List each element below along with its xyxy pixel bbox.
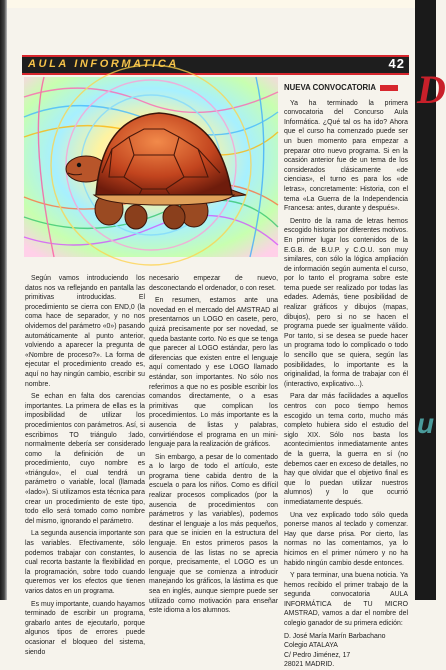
paragraph: Según vamos introduciendo los datos nos va reflejando en pantalla las primitivas introducidas. El procedimiento se cierra con END,0 (la coma hace de separador, y no nos olvidemos del parámetro «0») pasando automáticamente al punto anterior, volviendo a aparecer la pregunta de «Nombre de proceso?». La forma de ejecutar el procedimiento creado es, aquí no hay ningún cambio, escribir su nombre.	[25, 275, 145, 388]
top-margin	[0, 0, 436, 8]
paragraph: Se echan en falta dos carencias importantes. La primera de ellas es la imposibilidad de utilizar los procedimientos con parámetros. Así, si escribimos TO triángulo :lado, normalmente debería ser considerado como la definición de un procedimiento, cuyo nombre es «triángulo», el cual tendrá un parámetro o variable, local (llamada «lado»). Si utilizamos esta técnica para crear un procedimiento de este tipo, todo ello será tomado como nombre del mismo, ignorando el parámetro.	[25, 393, 145, 525]
page-number: 42	[388, 56, 405, 71]
heading-accent-bar	[380, 85, 398, 91]
tortoise-illustration-svg	[24, 77, 278, 257]
paragraph: En resumen, estamos ante una novedad en el mercado del AMSTRAD al presentarnos un LOGO en casete, pero, quizá precisamente por ser novedad, se queda bastante corto. No es que se tenga que parecer al LOGO estándar, pero las diferencias que existen entre el lenguaje aquí comentado y ese LOGO llamado estándar, son importantes. No sólo nos referimos a que no es posible escribir los comandos directamente, o a esas primitivas que complican los procedimientos. Lo más importante es la ausencia de listas y palabras, convirtiéndose el programa en un mini-lenguaje para la realización de gráficos.	[149, 297, 278, 449]
paragraph: Para dar más facilidades a aquellos centros con poco tiempo hemos escogido un tema corto, mucho más completo hubiera sido el estudio del siglo XIX. Sólo nos basta los acontecimientos inmediatamente antes de la guerra, la guerra en sí (no debemos caer en exceso de detalles, no hay que olvidar que el objetivo final es que lo puedan utilizar nuestros alumnos) y lo que ocurrió inmediatamente después.	[284, 393, 408, 506]
facing-page-fragment: u	[417, 408, 435, 439]
article-column-1	[25, 274, 145, 660]
address-line: D. José María Marín Barbachano	[284, 632, 386, 640]
facing-page-letter: D	[417, 67, 446, 112]
article-column-2	[149, 274, 278, 619]
sidebar-column	[284, 83, 408, 670]
sidebar-heading	[284, 83, 408, 93]
paragraph: Es muy importante, cuando hayamos terminado de escribir un programa, grabarlo antes de ejecutarlo, porque algunos tipos de errores puede ocasionar el bloqueo del sistema, siendo	[25, 600, 145, 656]
tortoise-illustration	[24, 77, 278, 257]
paragraph: Una vez explicado todo sólo queda ponerse manos al teclado y comenzar. Hay que darse prisa. Por cierto, las normas no las comentamos, ya lo hicimos en el primer número y no ha habido ningún cambio desde entonces.	[284, 511, 408, 567]
address-line: C/ Pedro Jiménez, 17	[284, 651, 351, 659]
address-line: 28021 MADRID.	[284, 661, 335, 669]
sidebar-heading-text: NUEVA CONVOCATORIA	[284, 83, 376, 92]
paragraph: La segunda ausencia importante son las variables. Efectivamente, sólo podemos trabajar con constantes, lo cual recorta bastante la flexibilidad en la programación, sobre todo cuando queremos ver los efectos que tienen varios datos en un programa.	[25, 530, 145, 595]
section-title: AULA INFORMATICA	[28, 58, 179, 70]
paragraph: necesario empezar de nuevo, desconectando el ordenador, o con reset.	[149, 275, 278, 292]
paragraph: Y para terminar, una buena noticia. Ya hemos recibido el primer trabajo de la segunda convocatoria AULA INFORMÁTICA de TU MICRO AMSTRAD, vamos a dar el nombre del colegio ganador de su primera edición:	[284, 572, 408, 628]
winner-address	[284, 632, 408, 670]
section-header	[22, 55, 409, 75]
page-binding-edge	[0, 0, 7, 600]
facing-page-edge	[415, 0, 446, 600]
paragraph: Ya ha terminado la primera convocatoria del Concurso Aula Informática. ¿Qué tal os ha ido? Ahora que el curso ha comenzado puede ser un buen momento para empezar a preparar otro nuevo programa. Si en la ocasión anterior fue de un tema de los considerados clásicamente «de ciencias», el turno es para los «de letras», concretamente: Historia, con el tema «La Guerra de la Independencia Francesa: antes, durante y después».	[284, 99, 408, 213]
paragraph: Dentro de la rama de letras hemos escogido historia por diferentes motivos. En primer lugar los contenidos de la E.G.B. de B.U.P. y C.O.U. son muy similares, con sólo la lógica ampliación de información según aumenta el curso, por lo tanto el programa sobre este tema puede ser realizado por todas las edades. Además, tiene posibilidad de realizar gráficos y dibujos (mapas, dibujos), pero si no se hacen el programa puede ser igualmente válido. Por tanto, si se desea se puede hacer un programa todo lo complicado o todo lo sencillo que se quiera, según las posibilidades, lo importante es la originalidad, la forma de trabajar con él (interactivo, explicativo...).	[284, 217, 408, 388]
address-line: Colegio ATALAYA	[284, 642, 338, 650]
paragraph: Sin embargo, a pesar de lo comentado a lo largo de todo el artículo, este programa tiene cabida dentro de la escuela o para los niños. Como es difícil realizar procesos complicados (por la ausencia de procedimientos con parámetros y las variables), podemos destinar el lenguaje a los más pequeños, para que se inicien en la estructura del lenguaje. En estos primeros pasos la ausencia de las listas no se aprecia porque, precisamente, el LOGO es un lenguaje que se comienza a introducir manejando los gráficos, la lástima es que sea en inglés, aunque siempre puede ser utilizado como motivación para enseñar este idioma a los alumnos.	[149, 453, 278, 615]
